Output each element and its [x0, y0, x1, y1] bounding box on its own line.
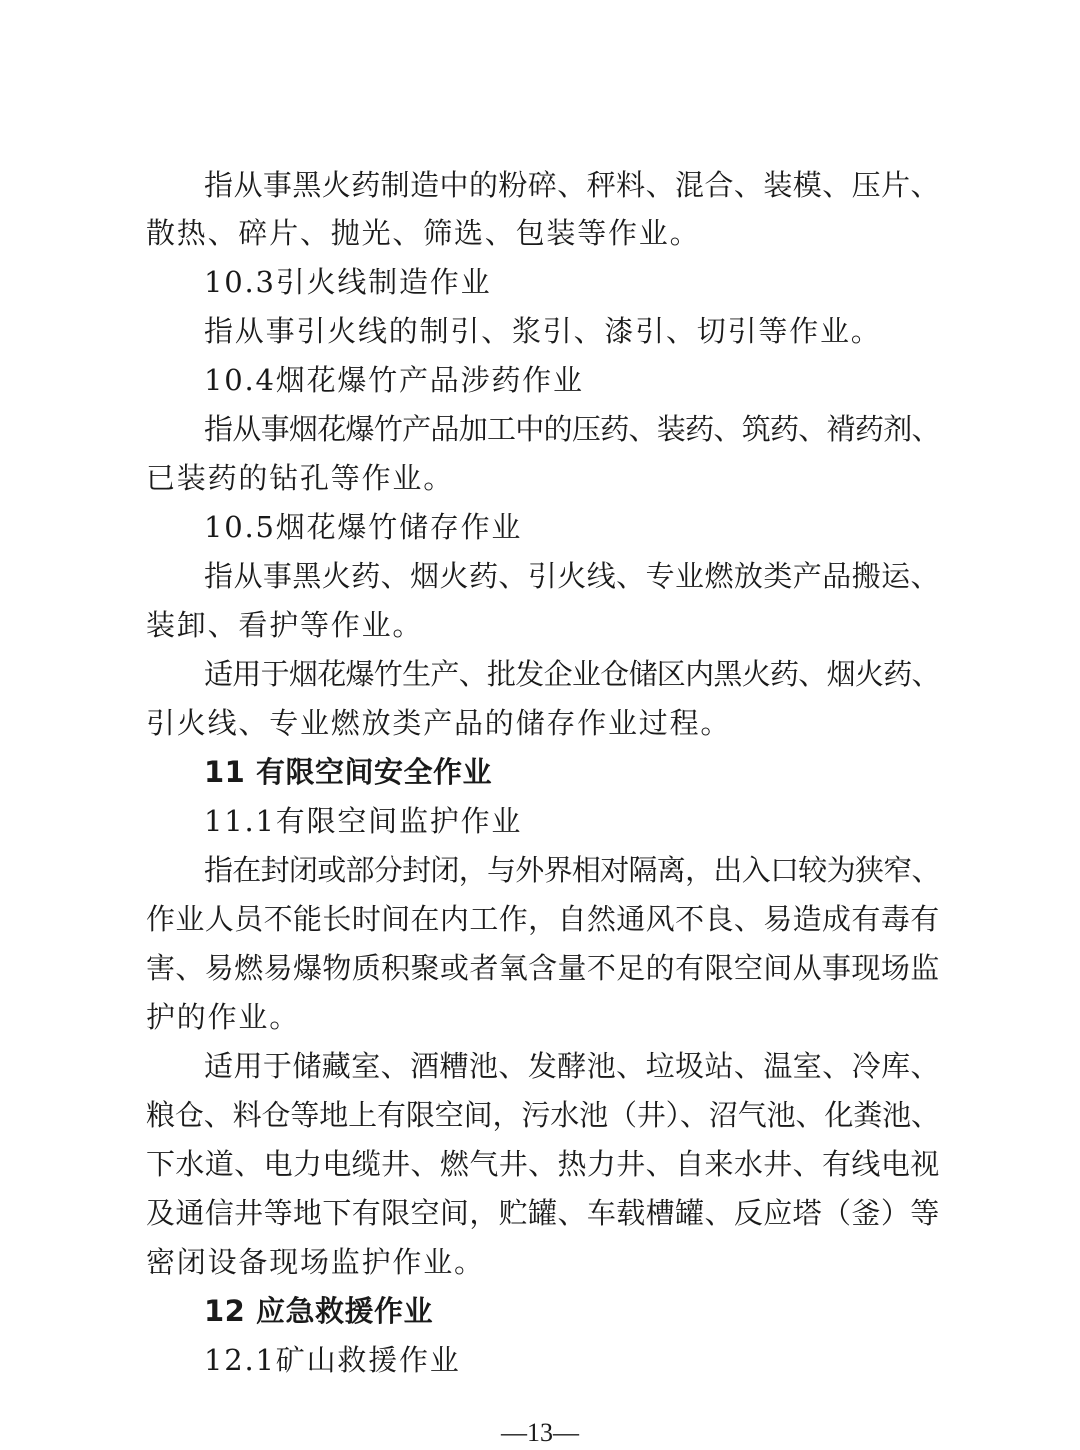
paragraph-confined-space-line-4: 护的作业。 [146, 1000, 301, 1034]
paragraph-confined-space-line-1: 指在封闭或部分封闭，与外界相对隔离，出入口较为狭窄、 [204, 853, 940, 887]
paragraph-storage-line-2: 装卸、看护等作业。 [146, 608, 424, 642]
paragraph-storage-scope-line-1: 适用于烟花爆竹生产、批发企业仓储区内黑火药、烟火药、 [204, 657, 940, 691]
paragraph-storage-line-1: 指从事黑火药、烟火药、引火线、专业燃放类产品搬运、 [204, 559, 941, 593]
section-heading-10-5: 10.5烟花爆竹储存作业 [204, 510, 523, 544]
paragraph-confined-space-line-3: 害、易燃易爆物质积聚或者氧含量不足的有限空间从事现场监 [146, 951, 940, 985]
section-heading-10-4: 10.4烟花爆竹产品涉药作业 [204, 363, 584, 397]
section-heading-11: 11 有限空间安全作业 [204, 755, 492, 789]
paragraph-fireworks-line-2: 已装药的钻孔等作业。 [146, 461, 455, 495]
paragraph-black-powder-line-1: 指从事黑火药制造中的粉碎、秤料、混合、装模、压片、 [204, 168, 941, 202]
paragraph-storage-scope-line-2: 引火线、专业燃放类产品的储存作业过程。 [146, 706, 732, 740]
paragraph-confined-scope-line-5: 密闭设备现场监护作业。 [146, 1245, 485, 1279]
section-heading-12-1: 12.1矿山救援作业 [204, 1343, 461, 1377]
page-number: —13— [501, 1418, 579, 1447]
section-heading-10-3: 10.3引火线制造作业 [204, 265, 492, 299]
paragraph-confined-space-line-2: 作业人员不能长时间在内工作，自然通风不良、易造成有毒有 [146, 902, 940, 936]
section-heading-11-1: 11.1有限空间监护作业 [204, 804, 523, 838]
paragraph-fuse-line-1: 指从事引火线的制引、浆引、漆引、切引等作业。 [204, 314, 882, 348]
paragraph-confined-scope-line-1: 适用于储藏室、酒糟池、发酵池、垃圾站、温室、冷库、 [204, 1049, 941, 1083]
paragraph-confined-scope-line-3: 下水道、电力电缆井、燃气井、热力井、自来水井、有线电视 [146, 1147, 940, 1181]
paragraph-confined-scope-line-4: 及通信井等地下有限空间，贮罐、车载槽罐、反应塔（釜）等 [146, 1196, 940, 1230]
paragraph-fireworks-line-1: 指从事烟花爆竹产品加工中的压药、装药、筑药、褙药剂、 [204, 412, 940, 446]
paragraph-black-powder-line-2: 散热、碎片、抛光、筛选、包装等作业。 [146, 216, 701, 250]
section-heading-12: 12 应急救援作业 [204, 1294, 433, 1328]
paragraph-confined-scope-line-2: 粮仓、料仓等地上有限空间，污水池（井）、沼气池、化粪池、 [146, 1098, 940, 1132]
